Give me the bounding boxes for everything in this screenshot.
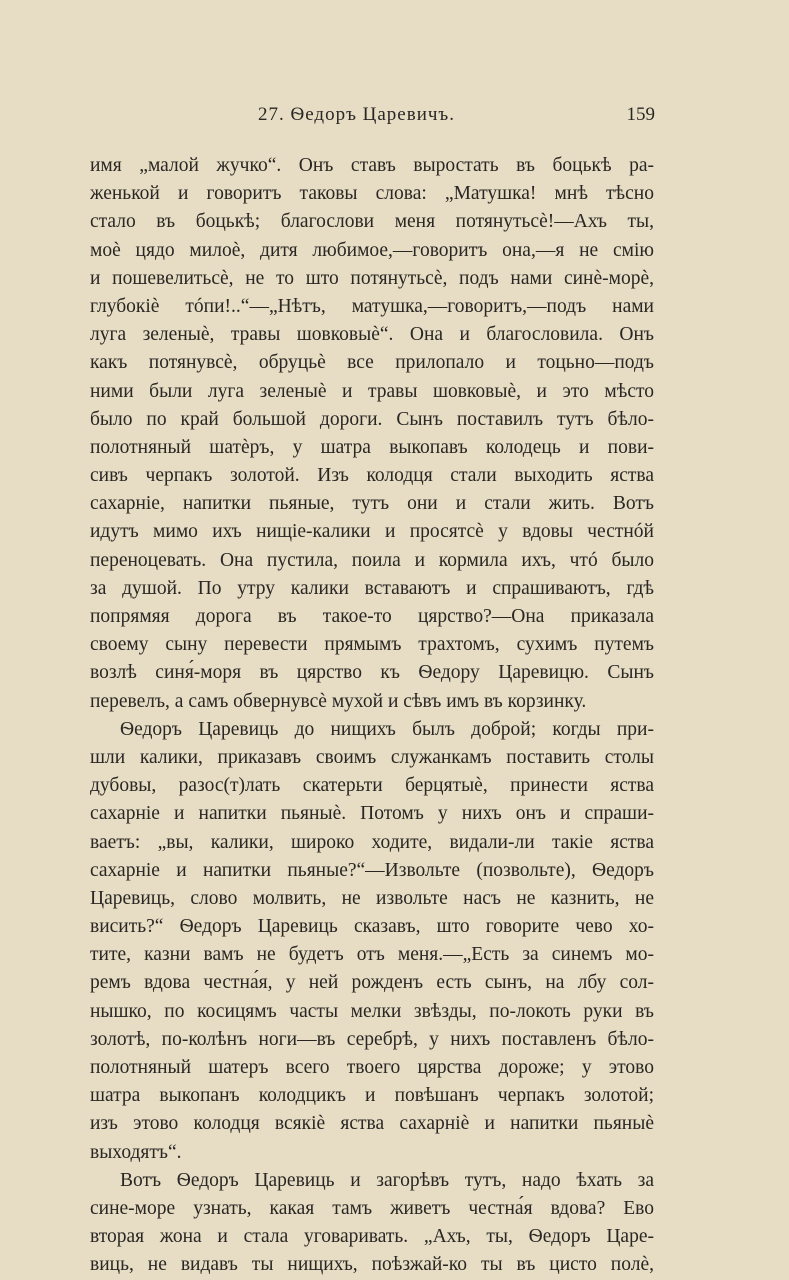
text-line: попрямяя дорога въ такое-то цярство?—Она приказала: [90, 606, 654, 627]
text-line: моѐ цядо милоѐ, дитя любимое,—говоритъ она,—я не смію: [90, 239, 654, 261]
text-line: идутъ мимо ихъ нищіе-калики и просятсѐ у вдовы честнóй: [90, 521, 654, 543]
text-line: переноцевать. Она пустила, поила и кормила ихъ, чтó было: [90, 549, 654, 571]
text-line: стало въ боцькѣ; благослови меня потянутьсѐ!—Ахъ ты,: [90, 211, 654, 233]
text-line: возлѣ синя́-моря въ цярство къ Ѳедору Царевицю. Сынъ: [90, 662, 654, 684]
text-line: и пошевелитьсѐ, не то што потянутьсѐ, подъ нами синѐ-морѐ,: [90, 267, 654, 289]
text-line: полотняный шатѐръ, у шатра выкопавъ колодець и пови-: [90, 436, 654, 458]
chapter-title: 27. Ѳедоръ Царевичъ.: [258, 104, 456, 125]
text-line: сахарніе и напитки пьяные?“—Извольте (позвольте), Ѳедоръ: [90, 859, 654, 881]
text-line: Царевиць, слово молвить, не извольте насъ не казнить, не: [90, 887, 654, 909]
text-line: женькой и говоритъ таковы слова: „Матушка! мнѣ тѣсно: [90, 183, 654, 205]
text-line: висить?“ Ѳедоръ Царевиць сказавъ, што говорите чево хо-: [90, 916, 654, 938]
text-line: изъ этово колодця всякіѐ яства сахарніѐ и напитки пьяныѐ: [90, 1113, 654, 1135]
text-line: Вотъ Ѳедоръ Царевиць и загорѣвъ тутъ, надо ѣхать за: [120, 1169, 654, 1191]
text-line: луга зеленыѐ, травы шовковыѐ“. Она и благословила. Онъ: [90, 324, 654, 346]
text-line: золотѣ, по-колѣнъ ноги—въ серебрѣ, у нихъ поставленъ бѣло-: [90, 1028, 654, 1050]
text-line: своему сыну перевести прямымъ трахтомъ, сухимъ путемъ: [90, 634, 654, 656]
text-line: имя „малой жучко“. Онъ ставъ выростать въ боцькѣ ра-: [90, 155, 654, 176]
text-line: виць, не видавъ ты нищихъ, поѣзжай-ко ты въ цисто полѐ,: [90, 1254, 654, 1276]
text-line: сивъ черпакъ золотой. Изъ колодця стали выходить яства: [90, 465, 654, 487]
text-line: дубовы, разос(т)лать скатерьти берцятыѐ, принести яства: [90, 775, 654, 797]
page-number: 159: [626, 104, 655, 125]
text-line: ваетъ: „вы, калики, широко ходите, видали-ли такіе яства: [90, 831, 654, 853]
text-line: шли калики, приказавъ своимъ служанкамъ поставить столы: [90, 746, 654, 768]
text-line: сахарніе, напитки пьяные, тутъ они и стали жить. Вотъ: [90, 493, 654, 515]
text-line: перевелъ, а самъ обвернувсѐ мухой и сѣвъ имъ въ корзинку.: [90, 690, 587, 712]
text-line: ними были луга зеленыѐ и травы шовковыѐ, и это мѣсто: [90, 380, 654, 402]
text-line: за душой. По утру калики вставаютъ и спрашиваютъ, гдѣ: [90, 577, 654, 599]
running-header: [90, 104, 655, 128]
text-line: какъ потянувсѐ, обруцьѐ все прилопало и тоцьно—подъ: [90, 352, 654, 374]
text-line: нышко, по косицямъ часты мелки звѣзды, по-локоть руки въ: [90, 1000, 654, 1022]
text-line: тите, казни вамъ не будетъ отъ меня.—„Есть за синемъ мо-: [90, 944, 654, 966]
text-line: полотняный шатеръ всего твоего цярства дороже; у этово: [90, 1057, 654, 1078]
text-line: сине-море узнать, какая тамъ живетъ честна́я вдова? Ево: [90, 1197, 654, 1219]
text-line: выходятъ“.: [90, 1141, 182, 1163]
text-line: сахарніе и напитки пьяныѐ. Потомъ у нихъ онъ и спраши-: [90, 803, 654, 825]
text-line: шатра выкопанъ колодцикъ и повѣшанъ черпакъ золотой;: [90, 1085, 654, 1107]
body-text: [90, 152, 654, 1280]
text-line: Ѳедоръ Царевиць до нищихъ былъ доброй; когды при-: [120, 718, 654, 740]
text-line: глубокіѐ тóпи!..“—„Нѣтъ, матушка,—говоритъ,—подъ нами: [90, 295, 654, 317]
text-line: было по край большой дороги. Сынъ поставилъ тутъ бѣло-: [90, 408, 654, 430]
text-line: ремъ вдова честна́я, у ней рожденъ есть сынъ, на лбу сол-: [90, 972, 654, 994]
text-line: вторая жона и стала уговаривать. „Ахъ, ты, Ѳедоръ Царе-: [90, 1226, 654, 1248]
